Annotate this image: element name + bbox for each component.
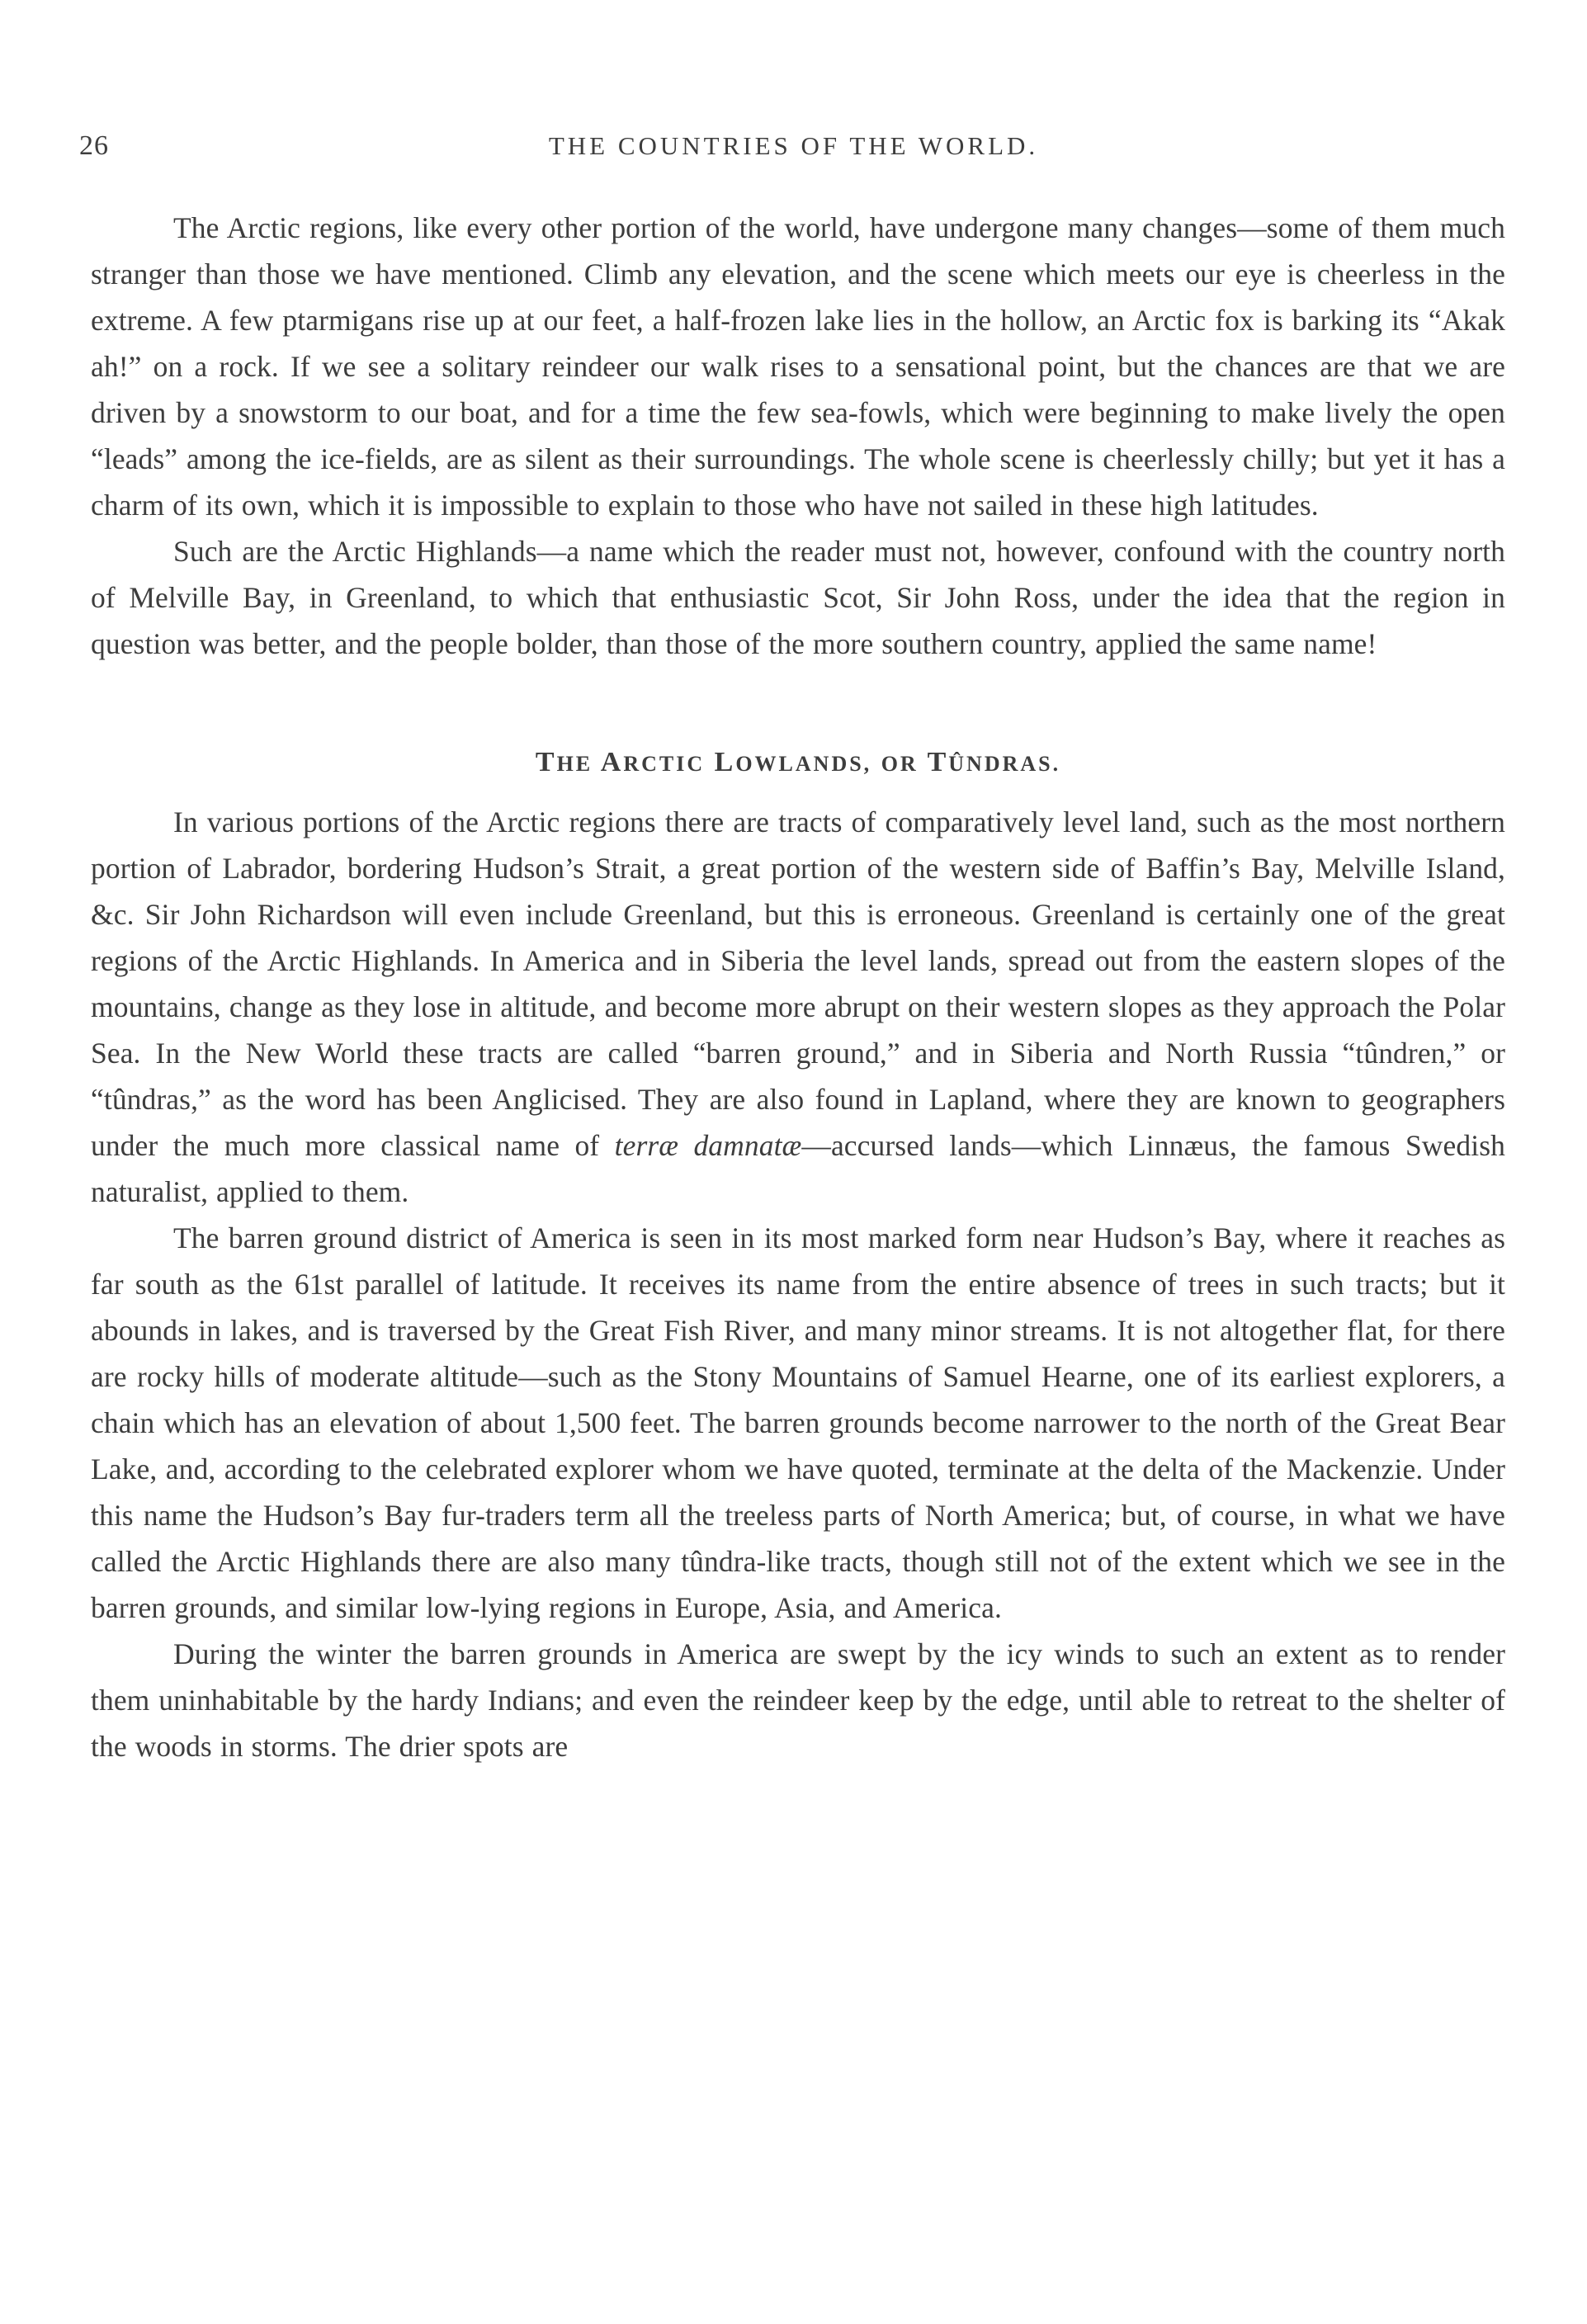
- paragraph-arctic-regions: The Arctic regions, like every other portion of the world, have undergone many changes—some of them much stranger than those we have mentioned. Climb any elevation, and the scene which meets our eye is cheerless in the extreme. A few ptarmigans rise up at our feet, a half-frozen lake lies in the hollow, an Arctic fox is barking its “Akak ah!” on a rock. If we see a solitary reindeer our walk rises to a sensational point, but the chances are that we are driven by a snowstorm to our boat, and for a time the few sea-fowls, which were beginning to make lively the open “leads” among the ice-fields, are as silent as their surroundings. The whole scene is cheerlessly chilly; but yet it has a charm of its own, which it is impossible to explain to those who have not sailed in these high latitudes.: [91, 211, 1505, 522]
- paragraph-level-lands-text: In various portions of the Arctic regions there are tracts of comparatively level land, such as the most northern portion of Labrador, bordering Hudson’s Strait, a great portion of the western side of Baffin’s Bay, Melville Island, &c. Sir John Richardson will even include Greenland, but this is erroneous. Greenland is certainly one of the great regions of the Arctic Highlands. In America and in Siberia the level lands, spread out from the eastern slopes of the mountains, change as they lose in altitude, and become more abrupt on their western slopes as they approach the Polar Sea. In the New World these tracts are called “barren ground,” and in Siberia and North Russia “tûndren,” or “tûndras,” as the word has been Anglicised. They are also found in Lapland, where they are known to geographers under the much more classical name of: [91, 805, 1505, 1162]
- latin-term: terræ damnatæ: [614, 1129, 802, 1162]
- heading-word-1-initial: T: [535, 747, 557, 777]
- paragraph-barren-ground: The barren ground district of America is seen in its most marked form near Hudson’s Bay, where it reaches as far south as the 61st parallel of latitude. It receives its name from the entire absence of trees in such tracts; but it abounds in lakes, and is traversed by the Great Fish River, and many minor streams. It is not altogether flat, for there are rocky hills of moderate altitude—such as the Stony Mountains of Samuel Hearne, one of its earliest explorers, a chain which has an elevation of about 1,500 feet. The barren grounds become narrower to the north of the Great Bear Lake, and, according to the celebrated explorer whom we have quoted, terminate at the delta of the Mackenzie. Under this name the Hudson’s Bay fur-traders term all the treeless parts of North America; but, of course, in what we have called the Arctic Highlands there are also many tûndra-like tracts, though still not of the extent which we see in the barren grounds, and similar low-lying regions in Europe, Asia, and America.: [91, 1221, 1505, 1624]
- heading-word-3-rest: OWLANDS,: [735, 752, 872, 776]
- section-heading: [91, 739, 1505, 787]
- running-head: [0, 125, 1587, 167]
- heading-word-3-initial: L: [714, 747, 736, 777]
- paragraph-arctic-highlands: Such are the Arctic Highlands—a name which the reader must not, however, confound with the country north of Melville Bay, in Greenland, to which that enthusiastic Scot, Sir John Ross, under the idea that the region in question was better, and the people bolder, than those of the more southern country, applied the same name!: [91, 535, 1505, 660]
- paragraph-level-lands: [91, 799, 1505, 1215]
- heading-word-2-initial: A: [600, 747, 624, 777]
- paragraph-winter: During the winter the barren grounds in America are swept by the icy winds to such an extent as to render them uninhabitable by the hardy Indians; and even the reindeer keep by the edge, until able to retreat to the shelter of the woods in storms. The drier spots are: [91, 1637, 1505, 1763]
- page-number: 26: [79, 130, 109, 161]
- heading-word-1-rest: HE: [556, 752, 593, 776]
- running-title: THE COUNTRIES OF THE WORLD.: [548, 131, 1039, 160]
- heading-word-5-initial: T: [927, 747, 949, 777]
- body-text: [91, 205, 1505, 1769]
- heading-word-2-rest: RCTIC: [623, 752, 706, 776]
- heading-word-4: OR: [881, 752, 919, 776]
- paragraph-level-lands-end: —accursed lands—which Linnæus, the famous Swedish naturalist, applied to them.: [91, 1129, 1505, 1208]
- heading-word-5-rest: ÛNDRAS.: [948, 752, 1061, 776]
